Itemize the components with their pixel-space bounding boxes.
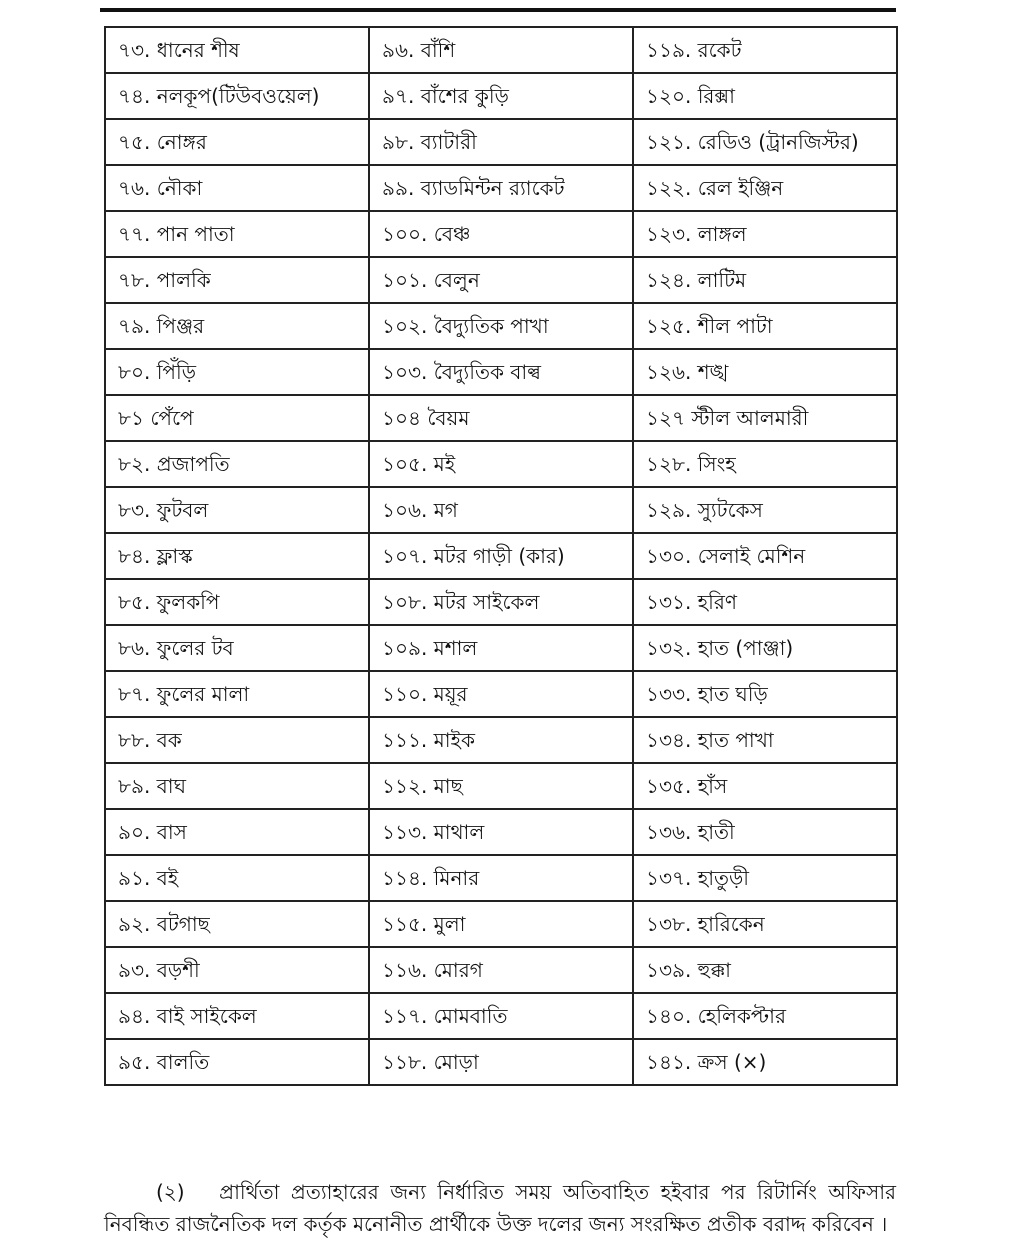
table-row xyxy=(105,441,897,487)
symbol-cell: ৯০. বাস xyxy=(105,809,369,855)
symbol-cell: ৮৪. ফ্লাস্ক xyxy=(105,533,369,579)
symbol-cell: ৮২. প্রজাপতি xyxy=(105,441,369,487)
table-row xyxy=(105,395,897,441)
symbol-cell: ৮৮. বক xyxy=(105,717,369,763)
symbol-cell: ১০৮. মটর সাইকেল xyxy=(369,579,633,625)
symbol-cell: ১১৩. মাথাল xyxy=(369,809,633,855)
table-row xyxy=(105,533,897,579)
symbol-cell: ১১৭. মোমবাতি xyxy=(369,993,633,1039)
symbol-table xyxy=(104,26,898,1086)
symbol-cell: ১২৯. স্যুটকেস xyxy=(633,487,897,533)
table-row xyxy=(105,579,897,625)
symbol-cell: ১৩৯. হুক্কা xyxy=(633,947,897,993)
symbol-cell: ১২৭ স্টীল আলমারী xyxy=(633,395,897,441)
symbol-cell: ৯২. বটগাছ xyxy=(105,901,369,947)
footnote-text: প্রার্থিতা প্রত্যাহারের জন্য নির্ধারিত সময় অতিবাহিত হইবার পর রিটার্নিং অফিসার নিবন্ধিত রাজনৈতিক দল কর্তৃক মনোনীত প্রার্থীকে উক্ত দলের জন্য সংরক্ষিত প্রতীক বরাদ্দ করিবেন । xyxy=(104,1180,896,1236)
symbol-cell: ৭৪. নলকূপ(টিউবওয়েল) xyxy=(105,73,369,119)
table-row xyxy=(105,303,897,349)
table-row xyxy=(105,809,897,855)
table-row xyxy=(105,27,897,73)
footnote-paragraph xyxy=(104,1176,896,1240)
symbol-cell: ১০০. বেঞ্চ xyxy=(369,211,633,257)
symbol-cell: ৭৩. ধানের শীষ xyxy=(105,27,369,73)
symbol-cell: ৮৭. ফুলের মালা xyxy=(105,671,369,717)
symbol-cell: ১৩১. হরিণ xyxy=(633,579,897,625)
symbol-cell: ১২০. রিক্সা xyxy=(633,73,897,119)
symbol-cell: ৯১. বই xyxy=(105,855,369,901)
symbol-cell: ১৩৬. হাতী xyxy=(633,809,897,855)
symbol-cell: ৯৮. ব্যাটারী xyxy=(369,119,633,165)
table-row xyxy=(105,349,897,395)
symbol-cell: ৮৫. ফুলকপি xyxy=(105,579,369,625)
symbol-cell: ১২৩. লাঙ্গল xyxy=(633,211,897,257)
symbol-cell: ১০২. বৈদ্যুতিক পাখা xyxy=(369,303,633,349)
symbol-cell: ১২৪. লাটিম xyxy=(633,257,897,303)
table-row xyxy=(105,487,897,533)
table-row xyxy=(105,717,897,763)
symbol-cell: ১২৮. সিংহ xyxy=(633,441,897,487)
symbol-cell: ১১০. ময়ূর xyxy=(369,671,633,717)
footnote-marker: (২) xyxy=(156,1180,185,1204)
symbol-cell: ৯৯. ব্যাডমিন্টন র‌্যাকেট xyxy=(369,165,633,211)
symbol-cell: ৮৬. ফুলের টব xyxy=(105,625,369,671)
symbol-cell: ৮১ পেঁপে xyxy=(105,395,369,441)
symbol-cell: ৯৫. বালতি xyxy=(105,1039,369,1085)
symbol-cell: ১০৯. মশাল xyxy=(369,625,633,671)
symbol-cell: ১২১. রেডিও (ট্রানজিস্টর) xyxy=(633,119,897,165)
symbol-cell: ৭৫. নোঙ্গর xyxy=(105,119,369,165)
symbol-cell: ১২৬. শঙ্খ xyxy=(633,349,897,395)
symbol-cell: ৯৪. বাই সাইকেল xyxy=(105,993,369,1039)
table-row xyxy=(105,763,897,809)
table-row xyxy=(105,855,897,901)
symbol-table-body xyxy=(105,27,897,1085)
symbol-cell: ১১২. মাছ xyxy=(369,763,633,809)
symbol-cell: ১৪১. ক্রস (×) xyxy=(633,1039,897,1085)
symbol-cell: ১০৪ বৈয়ম xyxy=(369,395,633,441)
table-row xyxy=(105,119,897,165)
table-row xyxy=(105,257,897,303)
symbol-cell: ৭৭. পান পাতা xyxy=(105,211,369,257)
symbol-cell: ১৪০. হেলিকপ্টার xyxy=(633,993,897,1039)
symbol-cell: ১১৪. মিনার xyxy=(369,855,633,901)
symbol-cell: ১৩৩. হাত ঘড়ি xyxy=(633,671,897,717)
symbol-cell: ১০১. বেলুন xyxy=(369,257,633,303)
table-row xyxy=(105,625,897,671)
table-row xyxy=(105,1039,897,1085)
table-row xyxy=(105,671,897,717)
symbol-cell: ১২২. রেল ইঞ্জিন xyxy=(633,165,897,211)
symbol-cell: ১১১. মাইক xyxy=(369,717,633,763)
symbol-cell: ১৩২. হাত (পাঞ্জা) xyxy=(633,625,897,671)
symbol-cell: ৮০. পিঁড়ি xyxy=(105,349,369,395)
symbol-cell: ১১৯. রকেট xyxy=(633,27,897,73)
table-row xyxy=(105,165,897,211)
symbol-cell: ১৩৭. হাতুড়ী xyxy=(633,855,897,901)
table-row xyxy=(105,211,897,257)
top-rule xyxy=(100,8,896,12)
symbol-cell: ১০৭. মটর গাড়ী (কার) xyxy=(369,533,633,579)
symbol-cell: ৮৩. ফুটবল xyxy=(105,487,369,533)
table-row xyxy=(105,73,897,119)
symbol-cell: ৭৮. পালকি xyxy=(105,257,369,303)
symbol-cell: ১৩০. সেলাই মেশিন xyxy=(633,533,897,579)
symbol-cell: ১০৫. মই xyxy=(369,441,633,487)
symbol-cell: ১১৮. মোড়া xyxy=(369,1039,633,1085)
symbol-cell: ৯৩. বড়শী xyxy=(105,947,369,993)
table-row xyxy=(105,947,897,993)
symbol-cell: ১১৬. মোরগ xyxy=(369,947,633,993)
symbol-cell: ১১৫. মুলা xyxy=(369,901,633,947)
symbol-cell: ৯৬. বাঁশি xyxy=(369,27,633,73)
symbol-cell: ১৩৪. হাত পাখা xyxy=(633,717,897,763)
symbol-cell: ৭৯. পিঞ্জর xyxy=(105,303,369,349)
symbol-cell: ৯৭. বাঁশের কুড়ি xyxy=(369,73,633,119)
symbol-cell: ১৩৫. হাঁস xyxy=(633,763,897,809)
symbol-cell: ৭৬. নৌকা xyxy=(105,165,369,211)
table-row xyxy=(105,993,897,1039)
symbol-cell: ৮৯. বাঘ xyxy=(105,763,369,809)
symbol-cell: ১০৩. বৈদ্যুতিক বাল্ব xyxy=(369,349,633,395)
table-row xyxy=(105,901,897,947)
symbol-cell: ১০৬. মগ xyxy=(369,487,633,533)
symbol-cell: ১৩৮. হারিকেন xyxy=(633,901,897,947)
symbol-cell: ১২৫. শীল পাটা xyxy=(633,303,897,349)
